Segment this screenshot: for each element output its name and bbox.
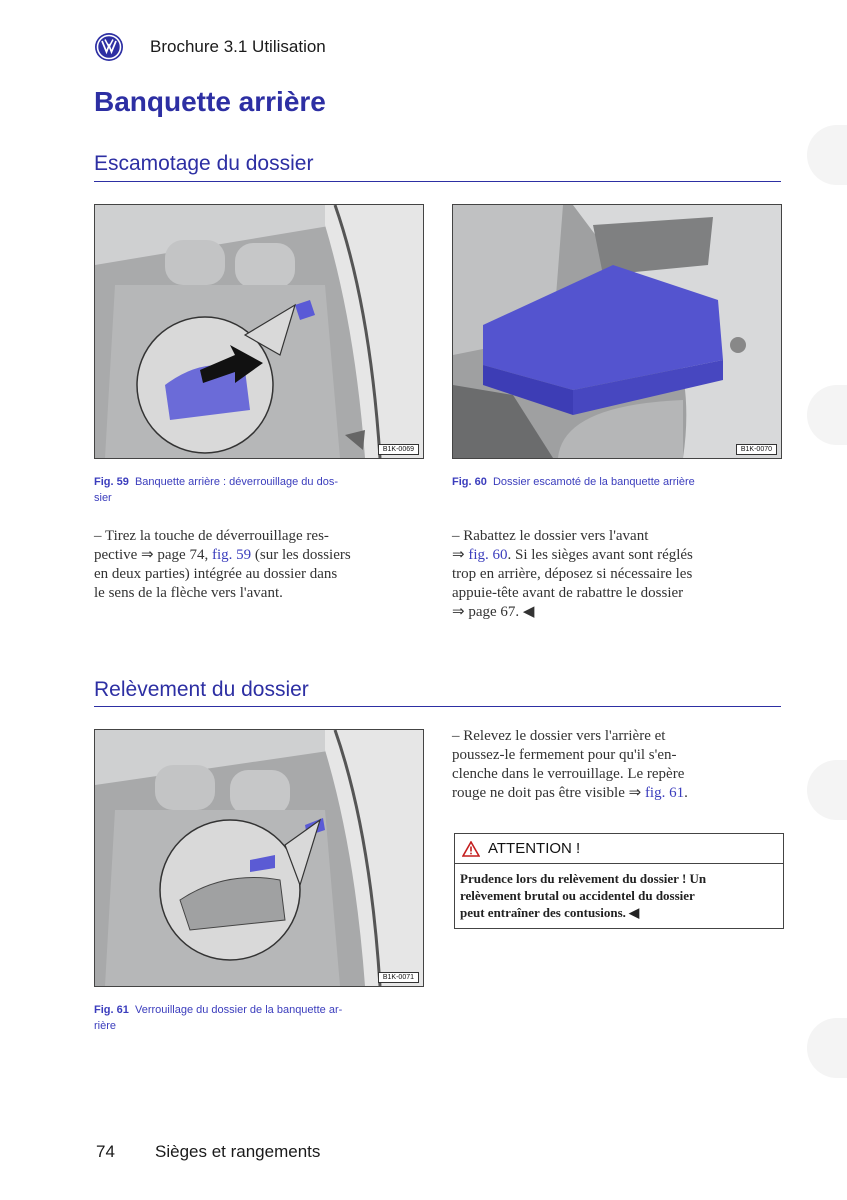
warning-triangle-icon	[462, 841, 480, 857]
warning-header	[455, 834, 783, 864]
caption-text: sier	[94, 492, 112, 504]
page-number: 74	[96, 1142, 115, 1161]
warning-text	[455, 864, 783, 921]
text-line: rouge ne doit pas être visible ⇒ fig. 61.	[452, 785, 688, 801]
figure-tag: B1K-0071	[378, 972, 419, 983]
text-line: – Tirez la touche de déverrouillage res-	[94, 528, 329, 544]
text-line: pective ⇒ page 74, fig. 59 (sur les dossiers	[94, 547, 351, 563]
fig-link[interactable]: fig. 60	[468, 547, 508, 563]
text-line: ⇒ fig. 60. Si les sièges avant sont réglés	[452, 547, 693, 563]
section-rule	[94, 181, 781, 182]
text-line: le sens de la flèche vers l'avant.	[94, 585, 283, 601]
warning-title: ATTENTION !	[488, 840, 581, 857]
chapter-title: Sièges et rangements	[155, 1142, 321, 1161]
edge-mark	[807, 125, 847, 185]
text-line: clenche dans le verrouillage. Le repère	[452, 766, 685, 782]
instruction-relevement	[452, 727, 792, 803]
figure-59	[94, 204, 424, 459]
edge-mark	[807, 385, 847, 445]
figure-label: Fig. 61	[94, 1004, 129, 1016]
text-line: ⇒ page 67. ◀	[452, 604, 535, 620]
vw-logo-icon	[94, 32, 124, 62]
figure-tag: B1K-0070	[736, 444, 777, 455]
figure-60-caption	[452, 474, 782, 490]
instruction-left	[94, 527, 434, 603]
instruction-right	[452, 527, 792, 622]
caption-text: Banquette arrière : déverrouillage du dos-	[134, 476, 338, 488]
text-line: poussez-le fermement pour qu'il s'en-	[452, 747, 677, 763]
figure-61-caption	[94, 1002, 424, 1034]
text-line: en deux parties) intégrée au dossier dans	[94, 566, 338, 582]
figure-label: Fig. 59	[94, 476, 129, 488]
section-rule	[94, 706, 781, 707]
figure-60	[452, 204, 782, 459]
edge-mark	[807, 760, 847, 820]
brochure-header: Brochure 3.1 Utilisation	[150, 37, 326, 56]
text-line: relèvement brutal ou accidentel du dossier	[460, 888, 695, 903]
text-line: trop en arrière, déposez si nécessaire les	[452, 566, 693, 582]
figure-59-caption	[94, 474, 424, 506]
section-title-relevement: Relèvement du dossier	[94, 678, 309, 701]
text-line: – Rabattez le dossier vers l'avant	[452, 528, 649, 544]
text-line: appuie-tête avant de rabattre le dossier	[452, 585, 684, 601]
text-line: peut entraîner des contusions. ◀	[460, 905, 640, 920]
edge-mark	[807, 1018, 847, 1078]
figure-61	[94, 729, 424, 987]
caption-text: Dossier escamoté de la banquette arrière	[492, 476, 695, 488]
figure-tag: B1K-0069	[378, 444, 419, 455]
text-line: Prudence lors du relèvement du dossier ! Un	[460, 871, 707, 886]
caption-text: rière	[94, 1020, 117, 1032]
fig-link[interactable]: fig. 61	[644, 785, 685, 801]
caption-text: Verrouillage du dossier de la banquette ar-	[134, 1004, 343, 1016]
fig-link[interactable]: fig. 59	[211, 547, 252, 563]
page-title: Banquette arrière	[94, 86, 326, 117]
text-line: – Relevez le dossier vers l'arrière et	[452, 728, 666, 744]
warning-box	[454, 833, 784, 929]
figure-label: Fig. 60	[452, 476, 487, 488]
section-title-escamotage: Escamotage du dossier	[94, 152, 314, 175]
